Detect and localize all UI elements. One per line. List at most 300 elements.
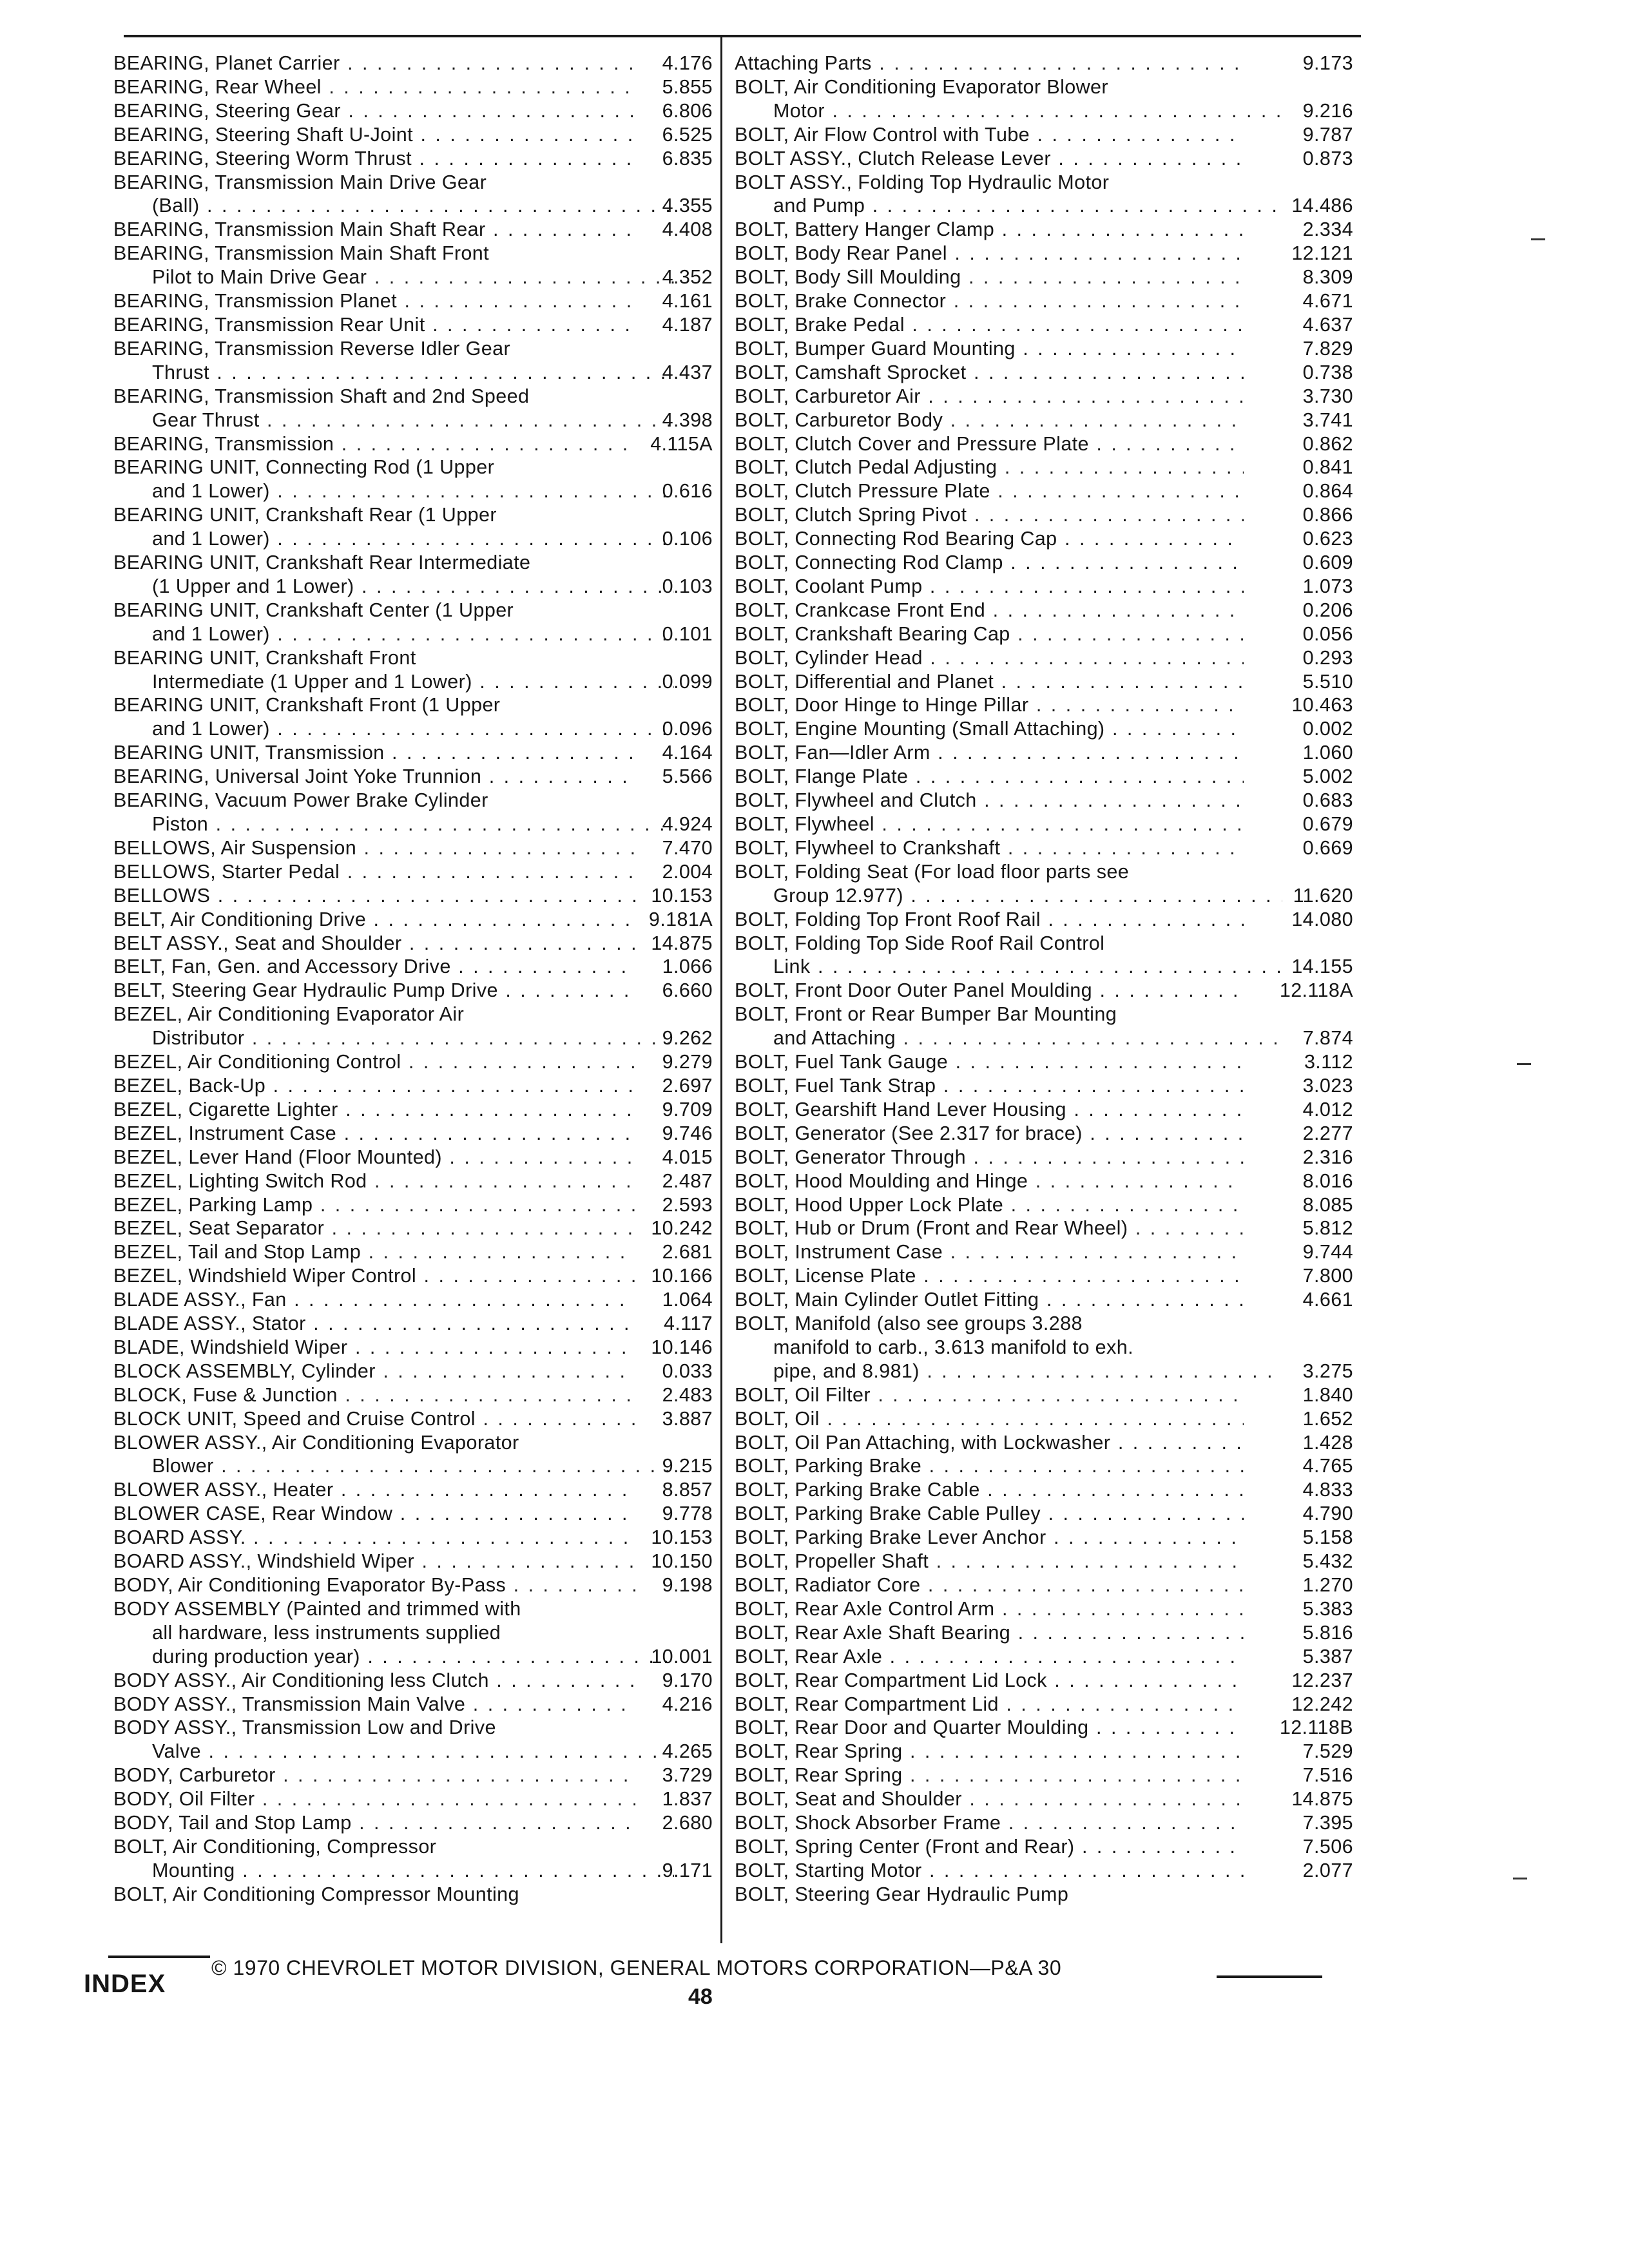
entry-group-number: 12.118B	[1279, 1716, 1353, 1739]
entry-part-name: BODY, Tail and Stop Lamp . . .	[113, 1811, 635, 1835]
entry-part-name: BOLT, Crankshaft Bearing Cap . . .	[735, 622, 1244, 646]
index-entry	[113, 99, 713, 123]
entry-group-number: 10.166	[651, 1265, 713, 1287]
index-entry	[735, 1050, 1353, 1074]
entry-part-name: BOLT, Gearshift Hand Lever Housing . . .	[735, 1098, 1244, 1122]
index-entry	[735, 361, 1353, 385]
index-entry	[735, 1454, 1353, 1478]
entry-group-number: 10.146	[651, 1336, 713, 1358]
entry-group-number: 0.293	[1302, 646, 1353, 669]
index-entry	[113, 337, 713, 385]
entry-part-name: BLOWER ASSY., Air Conditioning Evaporator	[113, 1431, 519, 1454]
entry-part-name: BOLT, Manifold (also see groups 3.288	[735, 1312, 1083, 1335]
index-entry	[735, 646, 1353, 670]
entry-group-number: 4.924	[662, 813, 713, 835]
entry-part-name: BOLT, Body Rear Panel . . .	[735, 242, 1244, 265]
entry-part-name: BLOCK ASSEMBLY, Cylinder . . .	[113, 1360, 635, 1383]
entry-part-name-continued: Valve . . .	[113, 1740, 674, 1763]
index-entry	[113, 1360, 713, 1383]
entry-part-name: BEARING UNIT, Crankshaft Rear (1 Upper	[113, 504, 497, 526]
entry-part-name: BOLT, Clutch Spring Pivot . . .	[735, 503, 1244, 527]
entry-group-number: 4.833	[1302, 1479, 1353, 1501]
entry-group-number: 14.875	[1291, 1788, 1353, 1811]
entry-part-name-continued: (Ball) . . .	[113, 194, 674, 218]
entry-part-name: BOLT, Starting Motor . . .	[735, 1859, 1244, 1883]
entry-part-name-continued: Blower . . .	[113, 1454, 674, 1478]
entry-part-name: BEARING, Transmission Reverse Idler Gear	[113, 337, 511, 360]
entry-group-number: 0.101	[662, 622, 713, 645]
index-entry	[113, 1835, 713, 1883]
entry-group-number: 0.616	[662, 480, 713, 503]
entry-group-number: 0.623	[1302, 528, 1353, 550]
entry-part-name: BOLT, Air Flow Control with Tube . . .	[735, 123, 1244, 147]
entry-part-name: BODY ASSY., Transmission Main Valve . . .	[113, 1693, 635, 1716]
entry-group-number: 1.066	[662, 956, 713, 978]
entry-group-number: 9.262	[662, 1027, 713, 1050]
entry-part-name-continued: Mounting . . .	[113, 1859, 674, 1883]
entry-part-name: BOLT, Rear Axle Shaft Bearing . . .	[735, 1621, 1244, 1645]
entry-group-number: 4.408	[662, 218, 713, 241]
entry-group-number: 0.841	[1302, 456, 1353, 479]
entry-part-name: BEZEL, Parking Lamp . . .	[113, 1193, 635, 1217]
index-entry	[113, 646, 713, 694]
entry-part-name: BOLT, Folding Seat (For load floor parts see	[735, 860, 1130, 883]
margin-mark	[1517, 1063, 1531, 1065]
entry-part-name: BEARING, Vacuum Power Brake Cylinder	[113, 789, 488, 812]
index-entry	[735, 575, 1353, 599]
entry-part-name: BEARING UNIT, Crankshaft Center (1 Upper	[113, 599, 514, 621]
entry-group-number: 4.790	[1302, 1503, 1353, 1525]
index-entry	[113, 1431, 713, 1479]
entry-group-number: 9.787	[1302, 123, 1353, 146]
index-entry	[113, 432, 713, 456]
index-entry	[735, 1122, 1353, 1146]
index-entry	[113, 456, 713, 503]
entry-part-name: BOLT, Parking Brake Lever Anchor . . .	[735, 1526, 1244, 1550]
entry-group-number: 0.002	[1302, 718, 1353, 740]
index-entry	[735, 1383, 1353, 1407]
entry-part-name: BOLT, Air Conditioning, Compressor	[113, 1835, 437, 1858]
index-entry	[735, 1716, 1353, 1740]
entry-part-name: BEZEL, Seat Separator . . .	[113, 1216, 635, 1240]
entry-group-number: 0.609	[1302, 552, 1353, 574]
entry-part-name: BOLT, Rear Compartment Lid Lock . . .	[735, 1669, 1244, 1693]
index-column-right	[735, 52, 1353, 1907]
index-entry	[735, 1573, 1353, 1597]
entry-part-name: BOLT, Hub or Drum (Front and Rear Wheel) . . .	[735, 1216, 1244, 1240]
index-entry	[735, 1003, 1353, 1050]
index-entry	[735, 670, 1353, 694]
index-entry	[113, 1098, 713, 1122]
entry-group-number: 4.765	[1302, 1455, 1353, 1477]
entry-group-number: 8.857	[662, 1479, 713, 1501]
index-entry	[735, 123, 1353, 147]
entry-part-name: BOLT, Parking Brake Cable . . .	[735, 1478, 1244, 1502]
index-entry	[735, 479, 1353, 503]
entry-part-name: BOLT, Bumper Guard Mounting . . .	[735, 337, 1244, 361]
index-entry	[735, 1478, 1353, 1502]
entry-group-number: 5.816	[1302, 1621, 1353, 1644]
entry-group-number: 7.395	[1302, 1812, 1353, 1834]
index-entry	[735, 693, 1353, 717]
entry-group-number: 1.428	[1302, 1431, 1353, 1454]
entry-part-name: BOLT, Fuel Tank Strap . . .	[735, 1074, 1244, 1098]
index-entry	[735, 1763, 1353, 1787]
index-entry	[735, 551, 1353, 575]
entry-group-number: 4.637	[1302, 313, 1353, 336]
index-entry	[113, 1787, 713, 1811]
entry-group-number: 7.516	[1302, 1764, 1353, 1787]
entry-part-name: BODY ASSY., Transmission Low and Drive	[113, 1716, 496, 1739]
entry-part-name: BLADE ASSY., Stator . . .	[113, 1312, 635, 1336]
entry-group-number: 0.862	[1302, 432, 1353, 455]
entry-part-name: BOLT, Instrument Case . . .	[735, 1240, 1244, 1264]
entry-part-name: BOLT, Crankcase Front End . . .	[735, 599, 1244, 622]
index-entry	[735, 52, 1353, 75]
entry-part-name: BOLT, Shock Absorber Frame . . .	[735, 1811, 1244, 1835]
index-entry	[113, 147, 713, 171]
entry-group-number: 5.158	[1302, 1526, 1353, 1549]
entry-group-number: 0.683	[1302, 789, 1353, 812]
entry-group-number: 2.277	[1302, 1122, 1353, 1144]
index-entry	[735, 717, 1353, 741]
entry-part-name-continued: all hardware, less instruments supplied	[152, 1621, 501, 1644]
entry-part-name-continued: Gear Thrust . . .	[113, 408, 674, 432]
index-entry	[735, 75, 1353, 123]
entry-group-number: 4.187	[662, 313, 713, 336]
entry-part-name: BEARING, Steering Shaft U-Joint . . .	[113, 123, 635, 147]
entry-part-name: BLOCK, Fuse & Junction . . .	[113, 1383, 635, 1407]
index-entry	[113, 1383, 713, 1407]
index-entry	[113, 551, 713, 599]
entry-part-name: BOARD ASSY. . . .	[113, 1526, 635, 1550]
index-entry	[735, 456, 1353, 479]
index-entry	[735, 1693, 1353, 1716]
index-entry	[735, 1550, 1353, 1573]
entry-group-number: 5.510	[1302, 670, 1353, 693]
entry-group-number: 4.117	[663, 1312, 713, 1335]
entry-part-name: BEARING, Planet Carrier . . .	[113, 52, 635, 75]
entry-part-name: BODY, Oil Filter . . .	[113, 1787, 635, 1811]
index-entry	[735, 1312, 1353, 1383]
margin-mark	[1531, 238, 1545, 240]
index-entry	[113, 503, 713, 551]
entry-group-number: 8.085	[1302, 1193, 1353, 1216]
index-entry	[113, 789, 713, 836]
entry-group-number: 2.680	[662, 1812, 713, 1834]
entry-part-name-continued: Motor . . .	[735, 99, 1282, 123]
entry-group-number: 4.671	[1302, 290, 1353, 312]
entry-group-number: 0.056	[1302, 622, 1353, 645]
entry-part-name: BEARING, Steering Worm Thrust . . .	[113, 147, 635, 171]
entry-part-name: BEARING, Universal Joint Yoke Trunnion . . .	[113, 765, 635, 789]
entry-group-number: 10.463	[1291, 694, 1353, 716]
entry-part-name: BOLT, Flywheel . . .	[735, 812, 1244, 836]
index-entry	[113, 979, 713, 1003]
index-entry	[113, 1264, 713, 1288]
index-entry	[113, 860, 713, 884]
entry-part-name: BOLT, License Plate . . .	[735, 1264, 1244, 1288]
entry-group-number: 5.383	[1302, 1597, 1353, 1620]
index-entry	[735, 1074, 1353, 1098]
entry-group-number: 1.270	[1302, 1574, 1353, 1596]
index-entry	[735, 218, 1353, 242]
index-entry	[735, 1621, 1353, 1645]
entry-group-number: 12.121	[1291, 242, 1353, 265]
index-entry	[735, 1526, 1353, 1550]
index-entry	[735, 503, 1353, 527]
index-entry	[113, 1074, 713, 1098]
entry-group-number: 3.887	[662, 1407, 713, 1430]
index-entry	[735, 242, 1353, 265]
index-entry	[113, 1811, 713, 1835]
entry-part-name: BOLT, Rear Spring . . .	[735, 1740, 1244, 1763]
entry-part-name: BOLT, Door Hinge to Hinge Pillar . . .	[735, 693, 1244, 717]
index-entry	[113, 1312, 713, 1336]
entry-part-name-continued: and Attaching . . .	[735, 1026, 1282, 1050]
index-entry	[113, 1573, 713, 1597]
entry-part-name: BELT ASSY., Seat and Shoulder . . .	[113, 932, 635, 956]
entry-part-name: BOLT, Propeller Shaft . . .	[735, 1550, 1244, 1573]
entry-part-name: BOLT, Fan—Idler Arm . . .	[735, 741, 1244, 765]
index-entry	[735, 765, 1353, 789]
index-entry	[113, 1763, 713, 1787]
entry-group-number: 9.744	[1302, 1241, 1353, 1264]
index-entry	[735, 265, 1353, 289]
index-entry	[735, 1645, 1353, 1669]
entry-part-name: BOLT, Air Conditioning Compressor Mounting	[113, 1883, 519, 1905]
entry-group-number: 9.279	[662, 1051, 713, 1073]
top-rule	[124, 35, 1361, 37]
entry-part-name: BOLT, Parking Brake . . .	[735, 1454, 1244, 1478]
index-entry	[113, 1693, 713, 1716]
entry-group-number: 12.118A	[1279, 979, 1353, 1002]
entry-part-name: BOLT, Body Sill Moulding . . .	[735, 265, 1244, 289]
index-entry	[113, 884, 713, 908]
index-entry	[113, 1146, 713, 1169]
entry-part-name: BOLT, Flywheel and Clutch . . .	[735, 789, 1244, 812]
index-entry	[735, 171, 1353, 218]
entry-part-name: BOLT, Steering Gear Hydraulic Pump	[735, 1883, 1069, 1905]
index-entry	[735, 622, 1353, 646]
entry-part-name: BEARING, Transmission Rear Unit . . .	[113, 313, 635, 337]
entry-group-number: 7.874	[1302, 1027, 1353, 1050]
entry-group-number: 14.080	[1291, 908, 1353, 930]
entry-part-name: BOLT, Carburetor Body . . .	[735, 408, 1244, 432]
entry-group-number: 0.679	[1302, 813, 1353, 835]
index-entry	[735, 1669, 1353, 1693]
entry-group-number: 2.004	[662, 860, 713, 883]
entry-part-name: BOLT, Radiator Core . . .	[735, 1573, 1244, 1597]
index-entry	[735, 337, 1353, 361]
entry-part-name: BOLT, Oil Pan Attaching, with Lockwasher . . .	[735, 1431, 1244, 1455]
index-entry	[113, 289, 713, 313]
entry-part-name: BOLT, Carburetor Air . . .	[735, 385, 1244, 408]
entry-part-name: BOLT, Main Cylinder Outlet Fitting . . .	[735, 1288, 1244, 1312]
entry-group-number: 9.181A	[648, 908, 713, 930]
entry-group-number: 10.153	[651, 1526, 713, 1549]
index-entry	[113, 1407, 713, 1431]
entry-group-number: 2.483	[662, 1383, 713, 1406]
index-entry	[735, 1407, 1353, 1431]
entry-group-number: 9.216	[1302, 99, 1353, 122]
entry-part-name: BOLT, Connecting Rod Clamp . . .	[735, 551, 1244, 575]
entry-part-name: BODY ASSY., Air Conditioning less Clutch . . .	[113, 1669, 635, 1693]
index-entry	[113, 1193, 713, 1217]
footer-rule-right	[1217, 1975, 1322, 1978]
entry-part-name: BEZEL, Back-Up . . .	[113, 1074, 635, 1098]
entry-group-number: 9.173	[1302, 52, 1353, 74]
page-number: 48	[688, 1984, 713, 2009]
entry-group-number: 3.741	[1302, 408, 1353, 431]
entry-group-number: 9.198	[662, 1574, 713, 1596]
entry-part-name: BEARING UNIT, Crankshaft Front (1 Upper	[113, 694, 501, 716]
entry-part-name: BEZEL, Tail and Stop Lamp . . .	[113, 1240, 635, 1264]
entry-group-number: 12.237	[1291, 1669, 1353, 1691]
index-entry	[113, 1550, 713, 1573]
entry-part-name-continued: Pilot to Main Drive Gear . . .	[113, 265, 674, 289]
entry-part-name: BOLT, Seat and Shoulder . . .	[735, 1787, 1244, 1811]
index-entry	[113, 1240, 713, 1264]
entry-part-name-continued: Link . . .	[735, 955, 1282, 979]
entry-group-number: 5.387	[1302, 1645, 1353, 1667]
entry-group-number: 4.115A	[650, 432, 713, 455]
entry-part-name-continued: Group 12.977) . . .	[735, 884, 1282, 908]
entry-group-number: 4.176	[662, 52, 713, 74]
index-entry	[113, 313, 713, 337]
entry-part-name: BOLT, Front Door Outer Panel Moulding . . .	[735, 979, 1244, 1003]
index-entry	[735, 741, 1353, 765]
entry-part-name: BOLT, Spring Center (Front and Rear) . . .	[735, 1835, 1244, 1859]
entry-group-number: 12.242	[1291, 1693, 1353, 1715]
entry-part-name: BOLT, Hood Upper Lock Plate . . .	[735, 1193, 1244, 1217]
entry-part-name-continued: and Pump . . .	[735, 194, 1282, 218]
index-entry	[735, 1288, 1353, 1312]
index-entry	[113, 1716, 713, 1763]
entry-group-number: 7.470	[662, 836, 713, 859]
entry-part-name: BEZEL, Instrument Case . . .	[113, 1122, 635, 1146]
index-entry	[735, 1193, 1353, 1217]
index-label: INDEX	[84, 1970, 166, 1998]
entry-part-name: BEARING UNIT, Transmission . . .	[113, 741, 635, 765]
entry-group-number: 9.746	[662, 1122, 713, 1144]
entry-group-number: 11.620	[1293, 884, 1353, 907]
entry-part-name: BLADE ASSY., Fan . . .	[113, 1288, 635, 1312]
entry-part-name: BOLT, Brake Connector . . .	[735, 289, 1244, 313]
entry-group-number: 0.096	[662, 718, 713, 740]
entry-group-number: 0.864	[1302, 480, 1353, 503]
entry-group-number: 0.106	[662, 528, 713, 550]
index-entry	[113, 1050, 713, 1074]
entry-group-number: 4.355	[662, 195, 713, 217]
entry-group-number: 0.873	[1302, 147, 1353, 169]
margin-mark	[1513, 1878, 1527, 1879]
index-entry	[113, 218, 713, 242]
index-entry	[113, 1669, 713, 1693]
index-entry	[113, 836, 713, 860]
index-entry	[735, 1146, 1353, 1169]
entry-part-name: BEARING, Transmission Main Shaft Rear . . .	[113, 218, 635, 242]
entry-group-number: 5.002	[1302, 765, 1353, 788]
entry-part-name: BELLOWS, Starter Pedal . . .	[113, 860, 635, 884]
index-entry	[735, 432, 1353, 456]
entry-part-name: BOLT, Clutch Pedal Adjusting . . .	[735, 456, 1244, 479]
entry-part-name: BOLT, Flywheel to Crankshaft . . .	[735, 836, 1244, 860]
entry-part-name: BOLT, Fuel Tank Gauge . . .	[735, 1050, 1244, 1074]
entry-group-number: 6.806	[662, 99, 713, 122]
column-divider	[720, 37, 722, 1943]
entry-group-number: 3.275	[1302, 1360, 1353, 1382]
index-entry	[735, 599, 1353, 622]
entry-part-name: BOARD ASSY., Windshield Wiper . . .	[113, 1550, 635, 1573]
entry-part-name: BOLT, Coolant Pump . . .	[735, 575, 1244, 599]
entry-part-name: BOLT, Differential and Planet . . .	[735, 670, 1244, 694]
entry-group-number: 3.112	[1304, 1051, 1353, 1073]
entry-part-name: BOLT, Hood Moulding and Hinge . . .	[735, 1169, 1244, 1193]
index-entry	[735, 979, 1353, 1003]
entry-group-number: 2.077	[1302, 1859, 1353, 1881]
entry-group-number: 1.837	[662, 1788, 713, 1811]
entry-part-name: BLOCK UNIT, Speed and Cruise Control . . .	[113, 1407, 635, 1431]
entry-group-number: 4.216	[662, 1693, 713, 1715]
entry-group-number: 1.652	[1302, 1407, 1353, 1430]
entry-part-name: BOLT, Rear Compartment Lid . . .	[735, 1693, 1244, 1716]
entry-group-number: 5.432	[1302, 1550, 1353, 1573]
entry-group-number: 4.161	[662, 290, 713, 312]
entry-part-name: BEZEL, Lighting Switch Rod . . .	[113, 1169, 635, 1193]
entry-part-name: BOLT, Oil . . .	[735, 1407, 1244, 1431]
entry-group-number: 0.206	[1302, 599, 1353, 621]
entry-part-name: BOLT, Generator Through . . .	[735, 1146, 1244, 1169]
entry-part-name: BEZEL, Air Conditioning Control . . .	[113, 1050, 635, 1074]
entry-part-name: BEARING, Steering Gear . . .	[113, 99, 635, 123]
entry-group-number: 4.437	[662, 361, 713, 383]
entry-group-number: 1.064	[662, 1289, 713, 1311]
entry-part-name: BOLT, Cylinder Head . . .	[735, 646, 1244, 670]
entry-part-name: BOLT, Battery Hanger Clamp . . .	[735, 218, 1244, 242]
index-entry	[735, 1787, 1353, 1811]
entry-group-number: 4.012	[1302, 1098, 1353, 1120]
index-entry	[113, 932, 713, 956]
entry-part-name: BOLT, Camshaft Sprocket . . .	[735, 361, 1244, 385]
entry-part-name-continued: and 1 Lower) . . .	[113, 527, 674, 551]
entry-group-number: 5.855	[662, 75, 713, 98]
entry-group-number: 0.033	[662, 1360, 713, 1382]
entry-part-name: BEARING, Transmission Main Drive Gear	[113, 171, 487, 193]
index-entry	[735, 408, 1353, 432]
entry-group-number: 2.316	[1302, 1146, 1353, 1168]
index-entry	[735, 1835, 1353, 1859]
entry-part-name-continued: Intermediate (1 Upper and 1 Lower) . . .	[113, 670, 674, 694]
entry-part-name: BELT, Air Conditioning Drive . . .	[113, 908, 635, 932]
entry-part-name: BOLT, Connecting Rod Bearing Cap . . .	[735, 527, 1244, 551]
entry-group-number: 1.060	[1302, 742, 1353, 764]
index-entry	[113, 1883, 713, 1907]
entry-part-name: BELLOWS, Air Suspension . . .	[113, 836, 635, 860]
entry-part-name-continued: and 1 Lower) . . .	[113, 622, 674, 646]
index-entry	[113, 1478, 713, 1502]
entry-group-number: 14.155	[1291, 956, 1353, 978]
entry-part-name: BOLT, Clutch Cover and Pressure Plate . . .	[735, 432, 1244, 456]
index-entry	[113, 908, 713, 932]
entry-group-number: 5.566	[662, 765, 713, 788]
index-entry	[735, 289, 1353, 313]
entry-group-number: 0.669	[1302, 836, 1353, 859]
entry-group-number: 6.835	[662, 147, 713, 169]
entry-part-name: BLOWER ASSY., Heater . . .	[113, 1478, 635, 1502]
index-entry	[735, 1859, 1353, 1883]
entry-part-name: BEARING UNIT, Crankshaft Front	[113, 646, 416, 669]
